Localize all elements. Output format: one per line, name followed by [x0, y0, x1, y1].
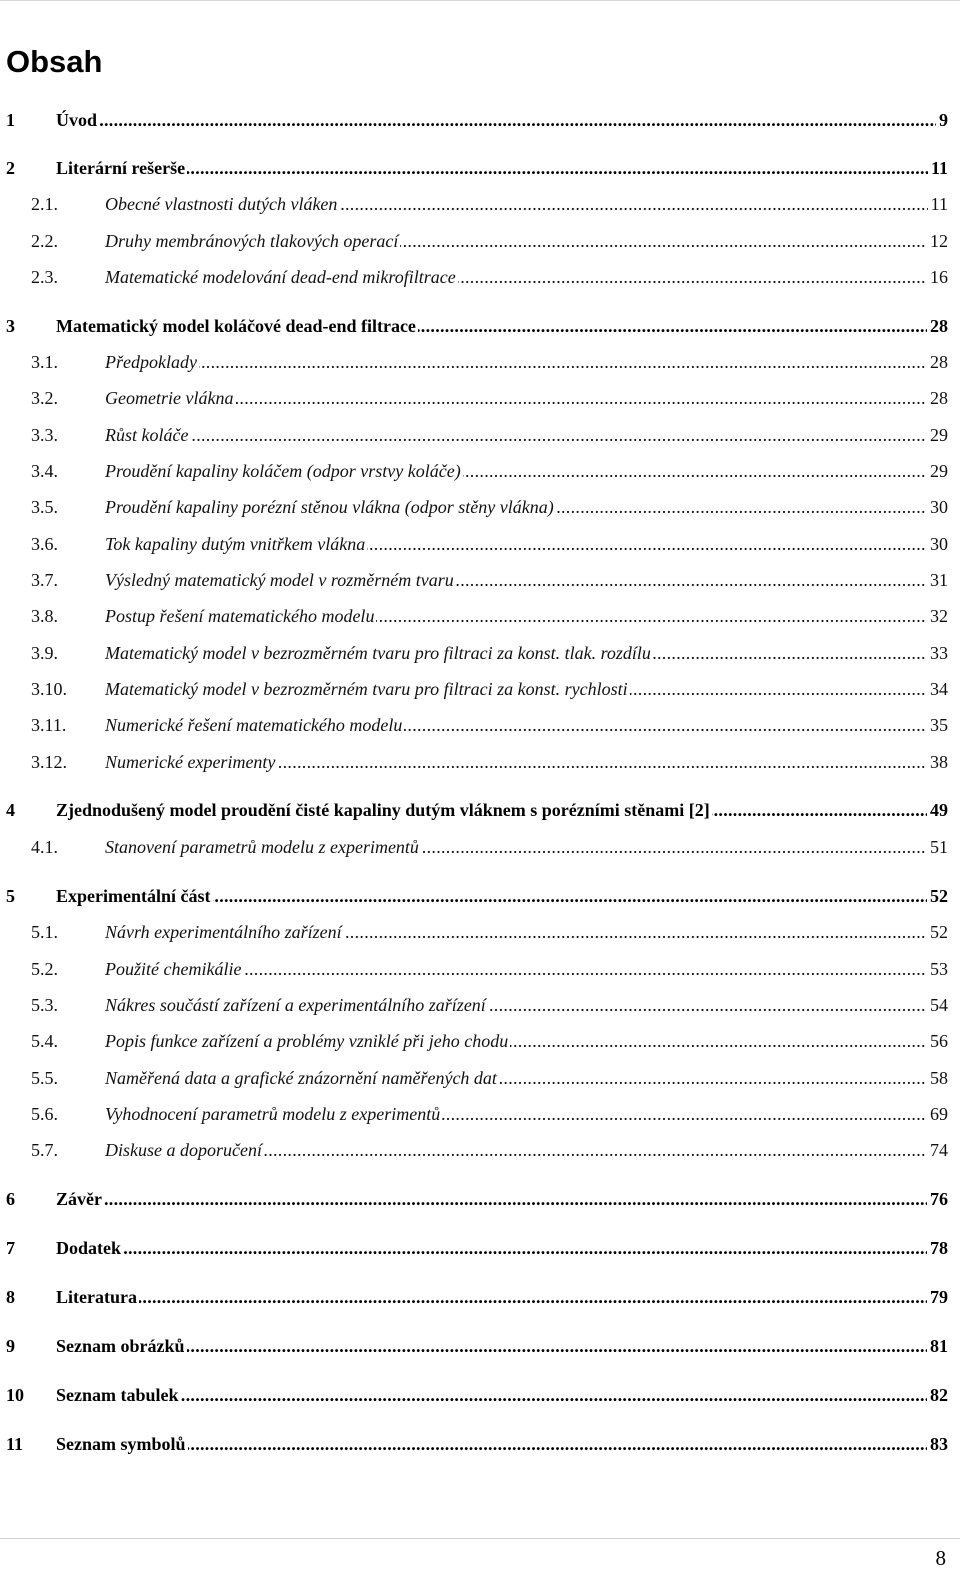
toc-entry[interactable] — [0, 1284, 960, 1310]
toc-entry-page: 12 — [927, 228, 948, 254]
toc-entry-number: 5.3. — [31, 995, 58, 1015]
toc-entry-page: 49 — [927, 797, 948, 823]
toc-entry-number: 4 — [6, 800, 15, 820]
toc-entry[interactable] — [0, 1101, 960, 1127]
toc-entry-number: 3.10. — [31, 679, 67, 699]
toc-entry-label: Seznam symbolů — [56, 1434, 186, 1454]
toc-entry-number: 3 — [6, 316, 15, 336]
toc-entry-number: 3.6. — [31, 534, 58, 554]
toc-entry[interactable] — [0, 992, 960, 1018]
toc-entry-label: Matematický model koláčové dead-end filtrace — [56, 316, 416, 336]
toc-entry-leader — [105, 264, 948, 290]
toc-entry-label: Experimentální část — [56, 886, 211, 906]
toc-entry[interactable] — [0, 1137, 960, 1163]
toc-entry-leader — [105, 458, 948, 484]
toc-entry-number: 5.6. — [31, 1104, 58, 1124]
toc-entry[interactable] — [0, 834, 960, 860]
toc-entry-page: 32 — [927, 603, 948, 629]
toc-entry-label: Popis funkce zařízení a problémy vzniklé při jeho chodu — [105, 1031, 509, 1051]
toc-entry-label: Úvod — [56, 110, 98, 130]
toc-entry-page: 28 — [927, 385, 948, 411]
toc-entry-number: 3.3. — [31, 425, 58, 445]
toc-entry-number: 6 — [6, 1189, 15, 1209]
toc-entry-label: Výsledný matematický model v rozměrném tvaru — [105, 570, 454, 590]
toc-entry-page: 83 — [927, 1431, 948, 1457]
toc-entry-page: 38 — [927, 749, 948, 775]
toc-entry-leader — [56, 883, 948, 909]
toc-entry-page: 54 — [927, 992, 948, 1018]
toc-entry-leader — [105, 385, 948, 411]
toc-entry[interactable] — [0, 676, 960, 702]
toc-entry-leader — [56, 313, 948, 339]
toc-entry-leader — [105, 1101, 948, 1127]
toc-entry-number: 3.1. — [31, 352, 58, 372]
toc-entry-number: 5.2. — [31, 959, 58, 979]
toc-entry-leader — [105, 1065, 948, 1091]
toc-entry-leader — [105, 603, 948, 629]
toc-entry-number: 9 — [6, 1336, 15, 1356]
toc-entry-leader — [105, 1137, 948, 1163]
toc-entry-number: 1 — [6, 110, 15, 130]
toc-entry-number: 2 — [6, 158, 15, 178]
toc-entry-number: 5.5. — [31, 1068, 58, 1088]
toc-entry-number: 5 — [6, 886, 15, 906]
footer-rule — [0, 1538, 960, 1539]
toc-entry-leader — [105, 1028, 948, 1054]
toc-entry-label: Diskuse a doporučení — [105, 1140, 262, 1160]
toc-entry-leader — [105, 494, 948, 520]
toc-entry-leader — [56, 155, 948, 181]
toc-entry-page: 82 — [927, 1382, 948, 1408]
toc-entry-leader — [105, 834, 948, 860]
toc-entry[interactable] — [0, 1235, 960, 1261]
toc-entry-label: Předpoklady — [105, 352, 197, 372]
toc-entry-leader — [105, 919, 948, 945]
toc-entry-number: 3.11. — [31, 715, 67, 735]
toc-entry-leader — [105, 956, 948, 982]
toc-entry-page: 53 — [927, 956, 948, 982]
toc-entry-page: 9 — [936, 107, 948, 133]
toc-entry-label: Naměřená data a grafické znázornění naměřených dat — [105, 1068, 497, 1088]
toc-entry[interactable] — [0, 191, 960, 217]
toc-entry-label: Závěr — [56, 1189, 102, 1209]
toc-entry[interactable] — [0, 1028, 960, 1054]
toc-entry-leader — [56, 107, 948, 133]
toc-entry-number: 3.12. — [31, 752, 67, 772]
toc-entry-page: 34 — [927, 676, 948, 702]
toc-entry-label: Matematický model v bezrozměrném tvaru pro filtraci za konst. tlak. rozdílu — [105, 643, 651, 663]
toc-entry-label: Dodatek — [56, 1238, 122, 1258]
toc-entry-page: 28 — [927, 349, 948, 375]
toc-entry-label: Použité chemikálie — [105, 959, 242, 979]
toc-entry-page: 35 — [927, 712, 948, 738]
toc-entry-number: 8 — [6, 1287, 15, 1307]
toc-entry-leader — [56, 797, 948, 823]
toc-entry-label: Seznam tabulek — [56, 1385, 179, 1405]
toc-entry-page: 52 — [927, 883, 948, 909]
toc-entry-page: 74 — [927, 1137, 948, 1163]
toc-entry-number: 3.4. — [31, 461, 58, 481]
toc-entry[interactable] — [0, 422, 960, 448]
toc-entry[interactable] — [0, 712, 960, 738]
toc-entry-page: 79 — [927, 1284, 948, 1310]
toc-entry-leader — [105, 191, 948, 217]
toc-entry-label: Proudění kapaliny porézní stěnou vlákna (odpor stěny vlákna) — [105, 497, 554, 517]
toc-entry-leader — [56, 1186, 948, 1212]
toc-entry[interactable] — [0, 749, 960, 775]
toc-entry-page: 76 — [927, 1186, 948, 1212]
toc-entry-leader — [56, 1382, 948, 1408]
toc-entry-label: Literární rešerše — [56, 158, 186, 178]
toc-entry-leader — [105, 228, 948, 254]
toc-entry-leader — [105, 422, 948, 448]
toc-entry[interactable] — [0, 797, 960, 823]
toc-entry-label: Numerické řešení matematického modelu — [105, 715, 403, 735]
toc-entry[interactable] — [0, 107, 960, 133]
toc-entry-label: Zjednodušený model proudění čisté kapaliny dutým vláknem s porézními stěnami [2] — [56, 800, 710, 820]
toc-entry-page: 29 — [927, 422, 948, 448]
toc-entry-page: 81 — [927, 1333, 948, 1359]
toc-entry[interactable] — [0, 349, 960, 375]
toc-entry-number: 2.1. — [31, 194, 58, 214]
toc-entry-leader — [105, 992, 948, 1018]
toc-entry[interactable] — [0, 1431, 960, 1457]
toc-entry-number: 5.4. — [31, 1031, 58, 1051]
toc-entry[interactable] — [0, 1333, 960, 1359]
toc-entry[interactable] — [0, 919, 960, 945]
toc-entry-page: 30 — [927, 531, 948, 557]
toc-entry-number: 3.7. — [31, 570, 58, 590]
toc-entry-label: Geometrie vlákna — [105, 388, 234, 408]
toc-entry[interactable] — [0, 494, 960, 520]
toc-entry-page: 16 — [927, 264, 948, 290]
toc-entry-leader — [105, 567, 948, 593]
toc-entry-page: 33 — [927, 640, 948, 666]
toc-entry-leader — [56, 1431, 948, 1457]
toc-entry-label: Nákres součástí zařízení a experimentálního zařízení — [105, 995, 486, 1015]
toc-entry-leader — [56, 1235, 948, 1261]
toc-entry-leader — [105, 531, 948, 557]
toc-entry[interactable] — [0, 264, 960, 290]
page-title: Obsah — [6, 44, 103, 79]
toc-entry-number: 3.8. — [31, 606, 58, 626]
toc-entry-page: 58 — [927, 1065, 948, 1091]
toc-entry-label: Proudění kapaliny koláčem (odpor vrstvy koláče) — [105, 461, 461, 481]
toc-entry-page: 52 — [927, 919, 948, 945]
top-rule — [0, 0, 960, 1]
toc-entry-number: 3.5. — [31, 497, 58, 517]
toc-entry-number: 7 — [6, 1238, 15, 1258]
toc-entry-leader — [105, 349, 948, 375]
toc-entry-number: 5.1. — [31, 922, 58, 942]
toc-entry[interactable] — [0, 155, 960, 181]
toc-entry[interactable] — [0, 640, 960, 666]
toc-entry-label: Vyhodnocení parametrů modelu z experimentů — [105, 1104, 441, 1124]
toc-entry-leader — [56, 1333, 948, 1359]
toc-entry-page: 28 — [927, 313, 948, 339]
toc-entry[interactable] — [0, 228, 960, 254]
toc-entry-number: 2.2. — [31, 231, 58, 251]
toc-entry-label: Obecné vlastnosti dutých vláken — [105, 194, 338, 214]
toc-entry-label: Návrh experimentálního zařízení — [105, 922, 342, 942]
toc-entry[interactable] — [0, 1382, 960, 1408]
toc-entry-leader — [105, 749, 948, 775]
toc-entry-label: Numerické experimenty — [105, 752, 276, 772]
toc-entry[interactable] — [0, 458, 960, 484]
toc-entry-page: 30 — [927, 494, 948, 520]
toc-entry-page: 51 — [927, 834, 948, 860]
toc-entry-number: 2.3. — [31, 267, 58, 287]
toc-entry[interactable] — [0, 883, 960, 909]
toc-entry-label: Růst koláče — [105, 425, 189, 445]
toc-entry-label: Seznam obrázků — [56, 1336, 185, 1356]
toc-entry-label: Matematický model v bezrozměrném tvaru pro filtraci za konst. rychlosti — [105, 679, 628, 699]
toc-entry-page: 31 — [927, 567, 948, 593]
toc-entry-page: 11 — [928, 191, 948, 217]
toc-entry-label: Literatura — [56, 1287, 137, 1307]
page-number: 8 — [935, 1546, 946, 1570]
toc-entry-number: 11 — [6, 1434, 24, 1454]
toc-entry-leader — [105, 640, 948, 666]
toc-entry[interactable] — [0, 1065, 960, 1091]
toc-entry-page: 69 — [927, 1101, 948, 1127]
toc-entry[interactable] — [0, 531, 960, 557]
toc-entry-page: 56 — [927, 1028, 948, 1054]
toc-entry[interactable] — [0, 603, 960, 629]
toc-entry-leader — [105, 712, 948, 738]
toc-entry[interactable] — [0, 385, 960, 411]
toc-entry-number: 5.7. — [31, 1140, 58, 1160]
toc-entry[interactable] — [0, 956, 960, 982]
toc-entry-label: Postup řešení matematického modelu — [105, 606, 375, 626]
toc-entry-number: 10 — [6, 1385, 24, 1405]
toc-entry-number: 4.1. — [31, 837, 58, 857]
toc-entry-label: Stanovení parametrů modelu z experimentů — [105, 837, 419, 857]
toc-entry-leader — [56, 1284, 948, 1310]
toc-entry[interactable] — [0, 313, 960, 339]
toc-entry[interactable] — [0, 1186, 960, 1212]
toc-entry-number: 3.9. — [31, 643, 58, 663]
toc-entry[interactable] — [0, 567, 960, 593]
toc-entry-label: Matematické modelování dead-end mikrofiltrace — [105, 267, 456, 287]
toc-entry-label: Tok kapaliny dutým vnitřkem vlákna — [105, 534, 366, 554]
toc-entry-label: Druhy membránových tlakových operací — [105, 231, 399, 251]
toc-entry-number: 3.2. — [31, 388, 58, 408]
toc-entry-leader — [105, 676, 948, 702]
toc-entry-page: 11 — [928, 155, 948, 181]
toc-entry-page: 29 — [927, 458, 948, 484]
toc-entry-page: 78 — [927, 1235, 948, 1261]
